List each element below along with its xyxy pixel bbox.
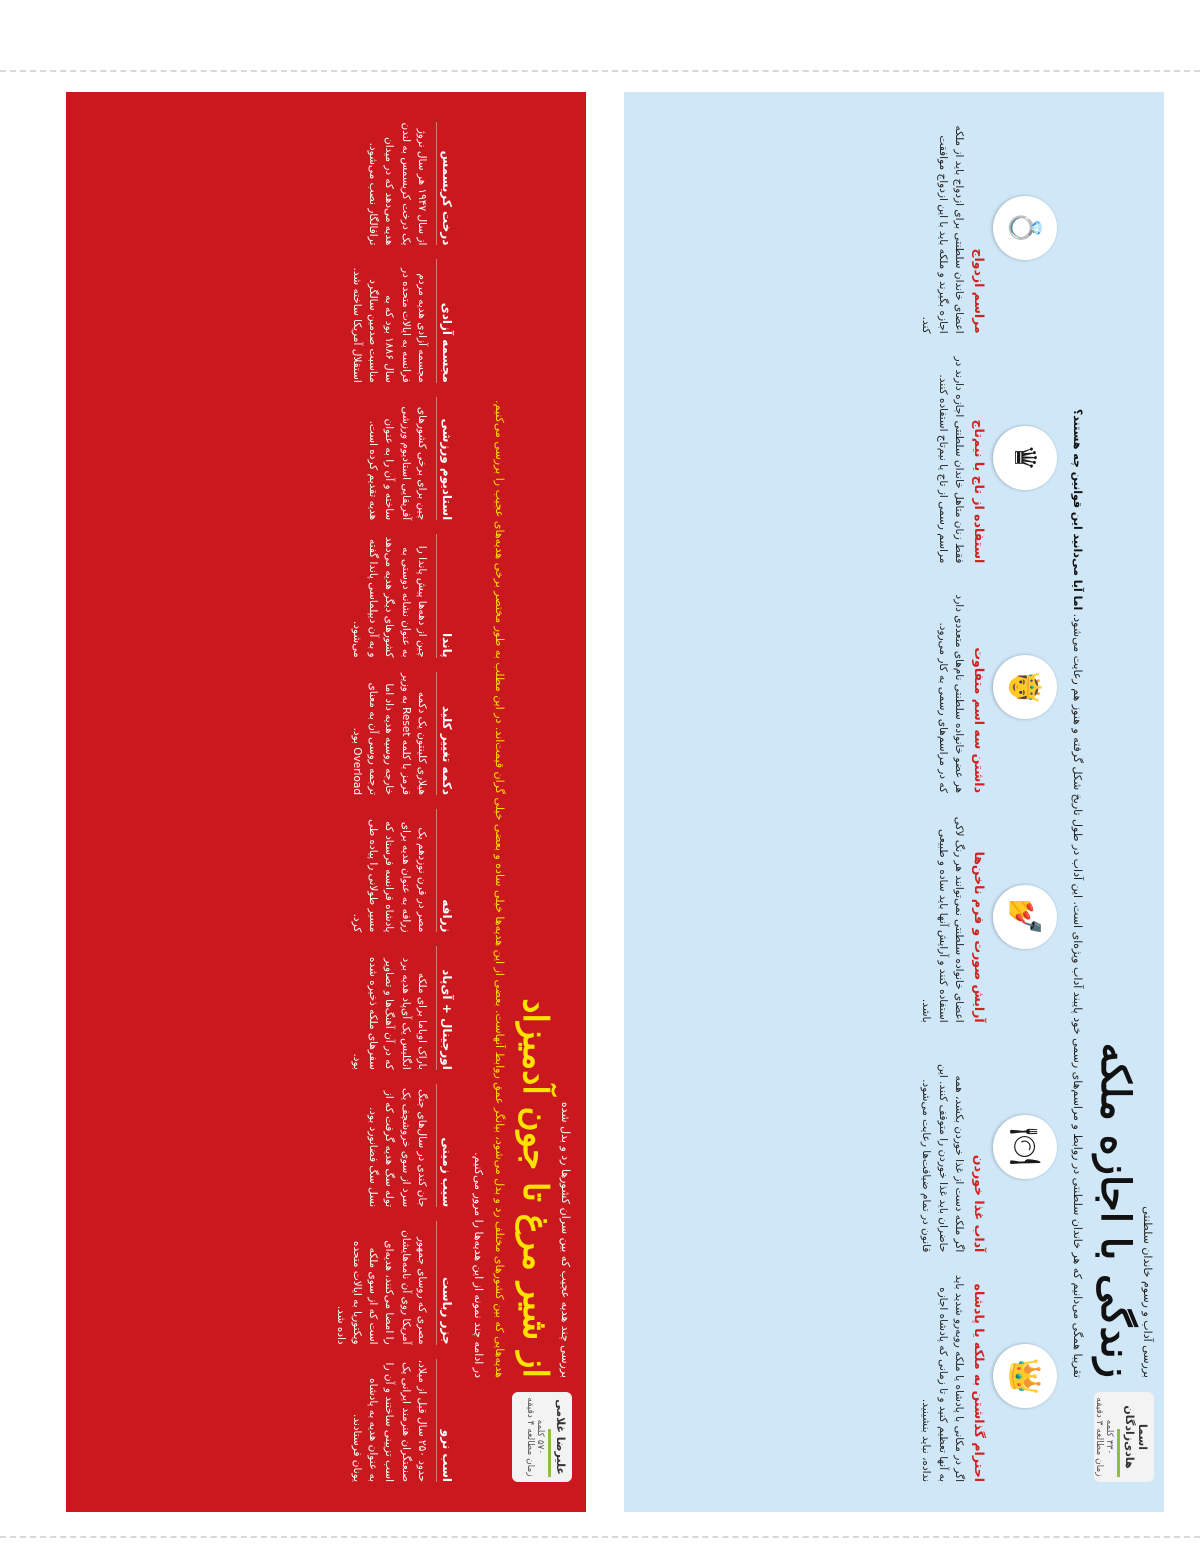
red-column-heading: اورجینال + آی‌پاد <box>436 946 454 1069</box>
red-column <box>332 809 454 932</box>
blue-article-wrap <box>624 92 1164 1512</box>
red-column-text: حدود ۲۵۰ سال قبل از میلاد، صنعتگران هنرمند ایرانی یک اسب تزیینی ساختند و آن را به عنوان هدیه به پادشاه یونان فرستادند. <box>350 1359 428 1482</box>
red-column <box>332 946 454 1069</box>
blue-column-heading: داشتن سه اسم متفاوت <box>971 647 987 793</box>
word-count: ۳۳۰ کلمه <box>1104 1419 1114 1455</box>
blue-column-text: اعضای خاندان سلطنتی برای ازدواج باید از ملکه اجازه بگیرند و ملکه باید با این ازدواج موافقت کند. <box>920 125 965 334</box>
red-column-text: باراک اوباما برای ملکه انگلیس یک آی‌پاد هدیه برد که در آن آهنگ‌ها و تصاویر سفرهای ملکه ذخیره شده بود. <box>350 956 428 1070</box>
reading-time: زمان مطالعه ۳ دقیقه <box>1094 1397 1104 1477</box>
blue-column <box>918 811 1057 1023</box>
red-intro-2: در ادامه چند نمونه از این هدیه‌ها را مرور می‌کنیم. <box>472 1152 486 1378</box>
red-column-text: مصری که روسای جمهور آمریکا روی آن نامه‌هایشان را امضا می‌کنند، هدیه‌ای است که از سوی ملکه ویکتوریا به ایالات متحده داده شد. <box>334 1230 428 1345</box>
author-name: اسما هادی‌زادگان <box>1123 1405 1149 1469</box>
blue-column-text: اگر ملکه دست از غذا خوردن بکشد، همه حاضران باید غذا خوردن را متوقف کنند. این قانون در تمام ضیافت‌ها رعایت می‌شود. <box>920 1063 965 1253</box>
blue-column <box>918 1270 1057 1482</box>
red-column-heading: استادیوم ورزشی <box>436 397 454 520</box>
blue-column-heading: آداب غذا خوردن <box>971 1154 987 1253</box>
nails-icon: 💅 <box>993 885 1057 949</box>
red-column-text: جان کندی در سال‌های جنگ سرد از سوی خروشچف یک توله سگ هدیه گرفت که از نسل سگ فضانورد بود. <box>367 1088 428 1208</box>
bottom-divider <box>0 1536 1200 1538</box>
prince-icon: 🤴 <box>993 655 1057 719</box>
blue-column-heading: احترام گذاشتن به ملکه یا پادشاه <box>971 1283 987 1482</box>
red-column-heading: دکمه تغییر کلید <box>436 672 454 795</box>
blue-column <box>918 581 1057 793</box>
reading-bar <box>1117 1429 1120 1477</box>
blue-article <box>624 92 1164 1512</box>
blue-author-badge <box>1094 1392 1154 1482</box>
red-column-heading: اسب نرو <box>436 1359 454 1482</box>
red-column <box>332 259 454 382</box>
blue-title: زندگی با اجازه ملکه <box>1092 1042 1139 1378</box>
red-title: از شیر مرغ تا جون آدمیزاد <box>515 998 555 1378</box>
blue-column <box>918 352 1057 564</box>
red-column <box>332 122 454 245</box>
red-supertitle: بررسی چند هدیه عجیب که بین سران کشورها رد و بدل شده <box>559 1101 572 1378</box>
red-column <box>332 1084 454 1207</box>
reading-bar <box>548 1429 551 1477</box>
author-name: علیرضا غلامی <box>554 1399 567 1475</box>
blue-intro-question: اما آیا می‌دانید این قوانین چه هستند؟ <box>1071 408 1084 611</box>
blue-intro-text: تقریبا همگی می‌دانیم که هر خاندان سلطنتی در روابط و مراسم‌های رسمی خود پایبند آداب ویژه‌ای است. این آداب در طول تاریخ شکل گرفته و هنوز هم رعایت می‌شود. <box>1071 613 1084 1378</box>
red-column-text: چین برای برخی کشورهای آفریقایی استادیوم ورزشی ساخته و آن را به عنوان هدیه تقدیم کرده است. <box>367 406 428 521</box>
top-divider <box>0 70 1200 72</box>
red-author-badge <box>512 1392 572 1482</box>
blue-column <box>918 122 1057 334</box>
word-count: ۵۷۰ کلمه <box>535 1419 545 1455</box>
blue-column-text: هر عضو خانواده سلطنتی نام‌های متعددی دارد که در مراسم‌های رسمی به کار می‌رود. <box>936 594 965 793</box>
rings-icon: 💍 <box>993 196 1057 260</box>
red-column-text: مجسمه آزادی هدیه مردم فرانسه به ایالات متحده در سال ۱۸۸۶ بود که به مناسبت صدمین سالگرد استقلال آمریکا ساخته شد. <box>350 267 428 383</box>
red-column <box>332 1221 454 1344</box>
red-column <box>332 534 454 657</box>
red-column-heading: سیب زمینی <box>436 1084 454 1207</box>
red-column <box>332 1359 454 1482</box>
food-icon: 🍽 <box>993 1115 1057 1179</box>
red-column-text: هیلاری کلینتون یک دکمه قرمز با کلمه Reset به وزیر خارجه روسیه هدیه داد اما ترجمه روسی آن به معنای Overload بود. <box>350 673 428 795</box>
blue-column-heading: استفاده از تاج یا نیم‌تاج <box>971 419 987 564</box>
red-column-text: مصر در قرن نوزدهم یک زرافه به عنوان هدیه برای پادشاه فرانسه فرستاد که مسیر طولانی را پیاده طی کرد. <box>350 819 428 933</box>
red-column-heading: مجسمه آزادی <box>436 259 454 382</box>
red-columns <box>332 122 454 1482</box>
red-column <box>332 397 454 520</box>
red-article <box>66 92 586 1512</box>
blue-column-text: اعضای خانواده سلطنتی نمی‌توانند هر رنگ لاکی استفاده کنند و آرایش آنها باید ساده و طبیعی باشد. <box>920 816 965 1023</box>
red-article-wrap <box>66 92 586 1512</box>
blue-column-heading: آرایش صورت و فرم ناخن‌ها <box>971 851 987 1023</box>
red-column-heading: پاندا <box>436 534 454 657</box>
red-column-heading: زرافه <box>436 809 454 932</box>
blue-intro <box>1069 122 1086 1378</box>
blue-supertitle: بررسی آداب و رسوم خاندان سلطنتی <box>1141 1206 1154 1378</box>
red-intro: هدیه‌هایی که بین کشورهای مختلف رد و بدل می‌شود، بیانگر عمق روابط آنهاست. بعضی از این هدیه‌ها خیلی ساده و بعضی خیلی گران قیمت‌اند. در این مطلب به طور مختصر برخی هدیه‌های عجیب را بررسی می‌کنیم. <box>493 400 506 1378</box>
red-column-text: از سال ۱۹۴۷ هر سال نروژ یک درخت کریسمس به لندن هدیه می‌دهد که در میدان ترافالگار نصب می‌شود. <box>367 122 428 246</box>
reading-time: زمان مطالعه ۴ دقیقه <box>525 1397 535 1477</box>
red-column <box>332 672 454 795</box>
red-column-text: چین از دهه‌ها پیش پاندا را به عنوان نشانه دوستی به کشورهای دیگر هدیه می‌دهد و به آن دیپلماسی پاندا گفته می‌شود. <box>350 536 428 658</box>
blue-column-heading: مراسم ازدواج <box>971 248 987 334</box>
crown-icon: ♛ <box>993 426 1057 490</box>
blue-column <box>918 1041 1057 1253</box>
blue-column-text: اگر در مکانی با پادشاه یا ملکه روبه‌رو شدید باید به آنها تعظیم کنید و تا زمانی که پادشاه اجازه نداده، نباید بنشینید. <box>920 1275 965 1482</box>
red-column-heading: درخت کریسمس <box>436 122 454 245</box>
king-icon: 👑 <box>993 1344 1057 1408</box>
red-column-heading: جزر رباست <box>436 1221 454 1344</box>
blue-columns <box>918 122 1057 1482</box>
blue-column-text: فقط زنان متاهل خاندان سلطنتی اجازه دارند در مراسم رسمی از تاج یا نیم‌تاج استفاده کنند. <box>936 356 965 564</box>
